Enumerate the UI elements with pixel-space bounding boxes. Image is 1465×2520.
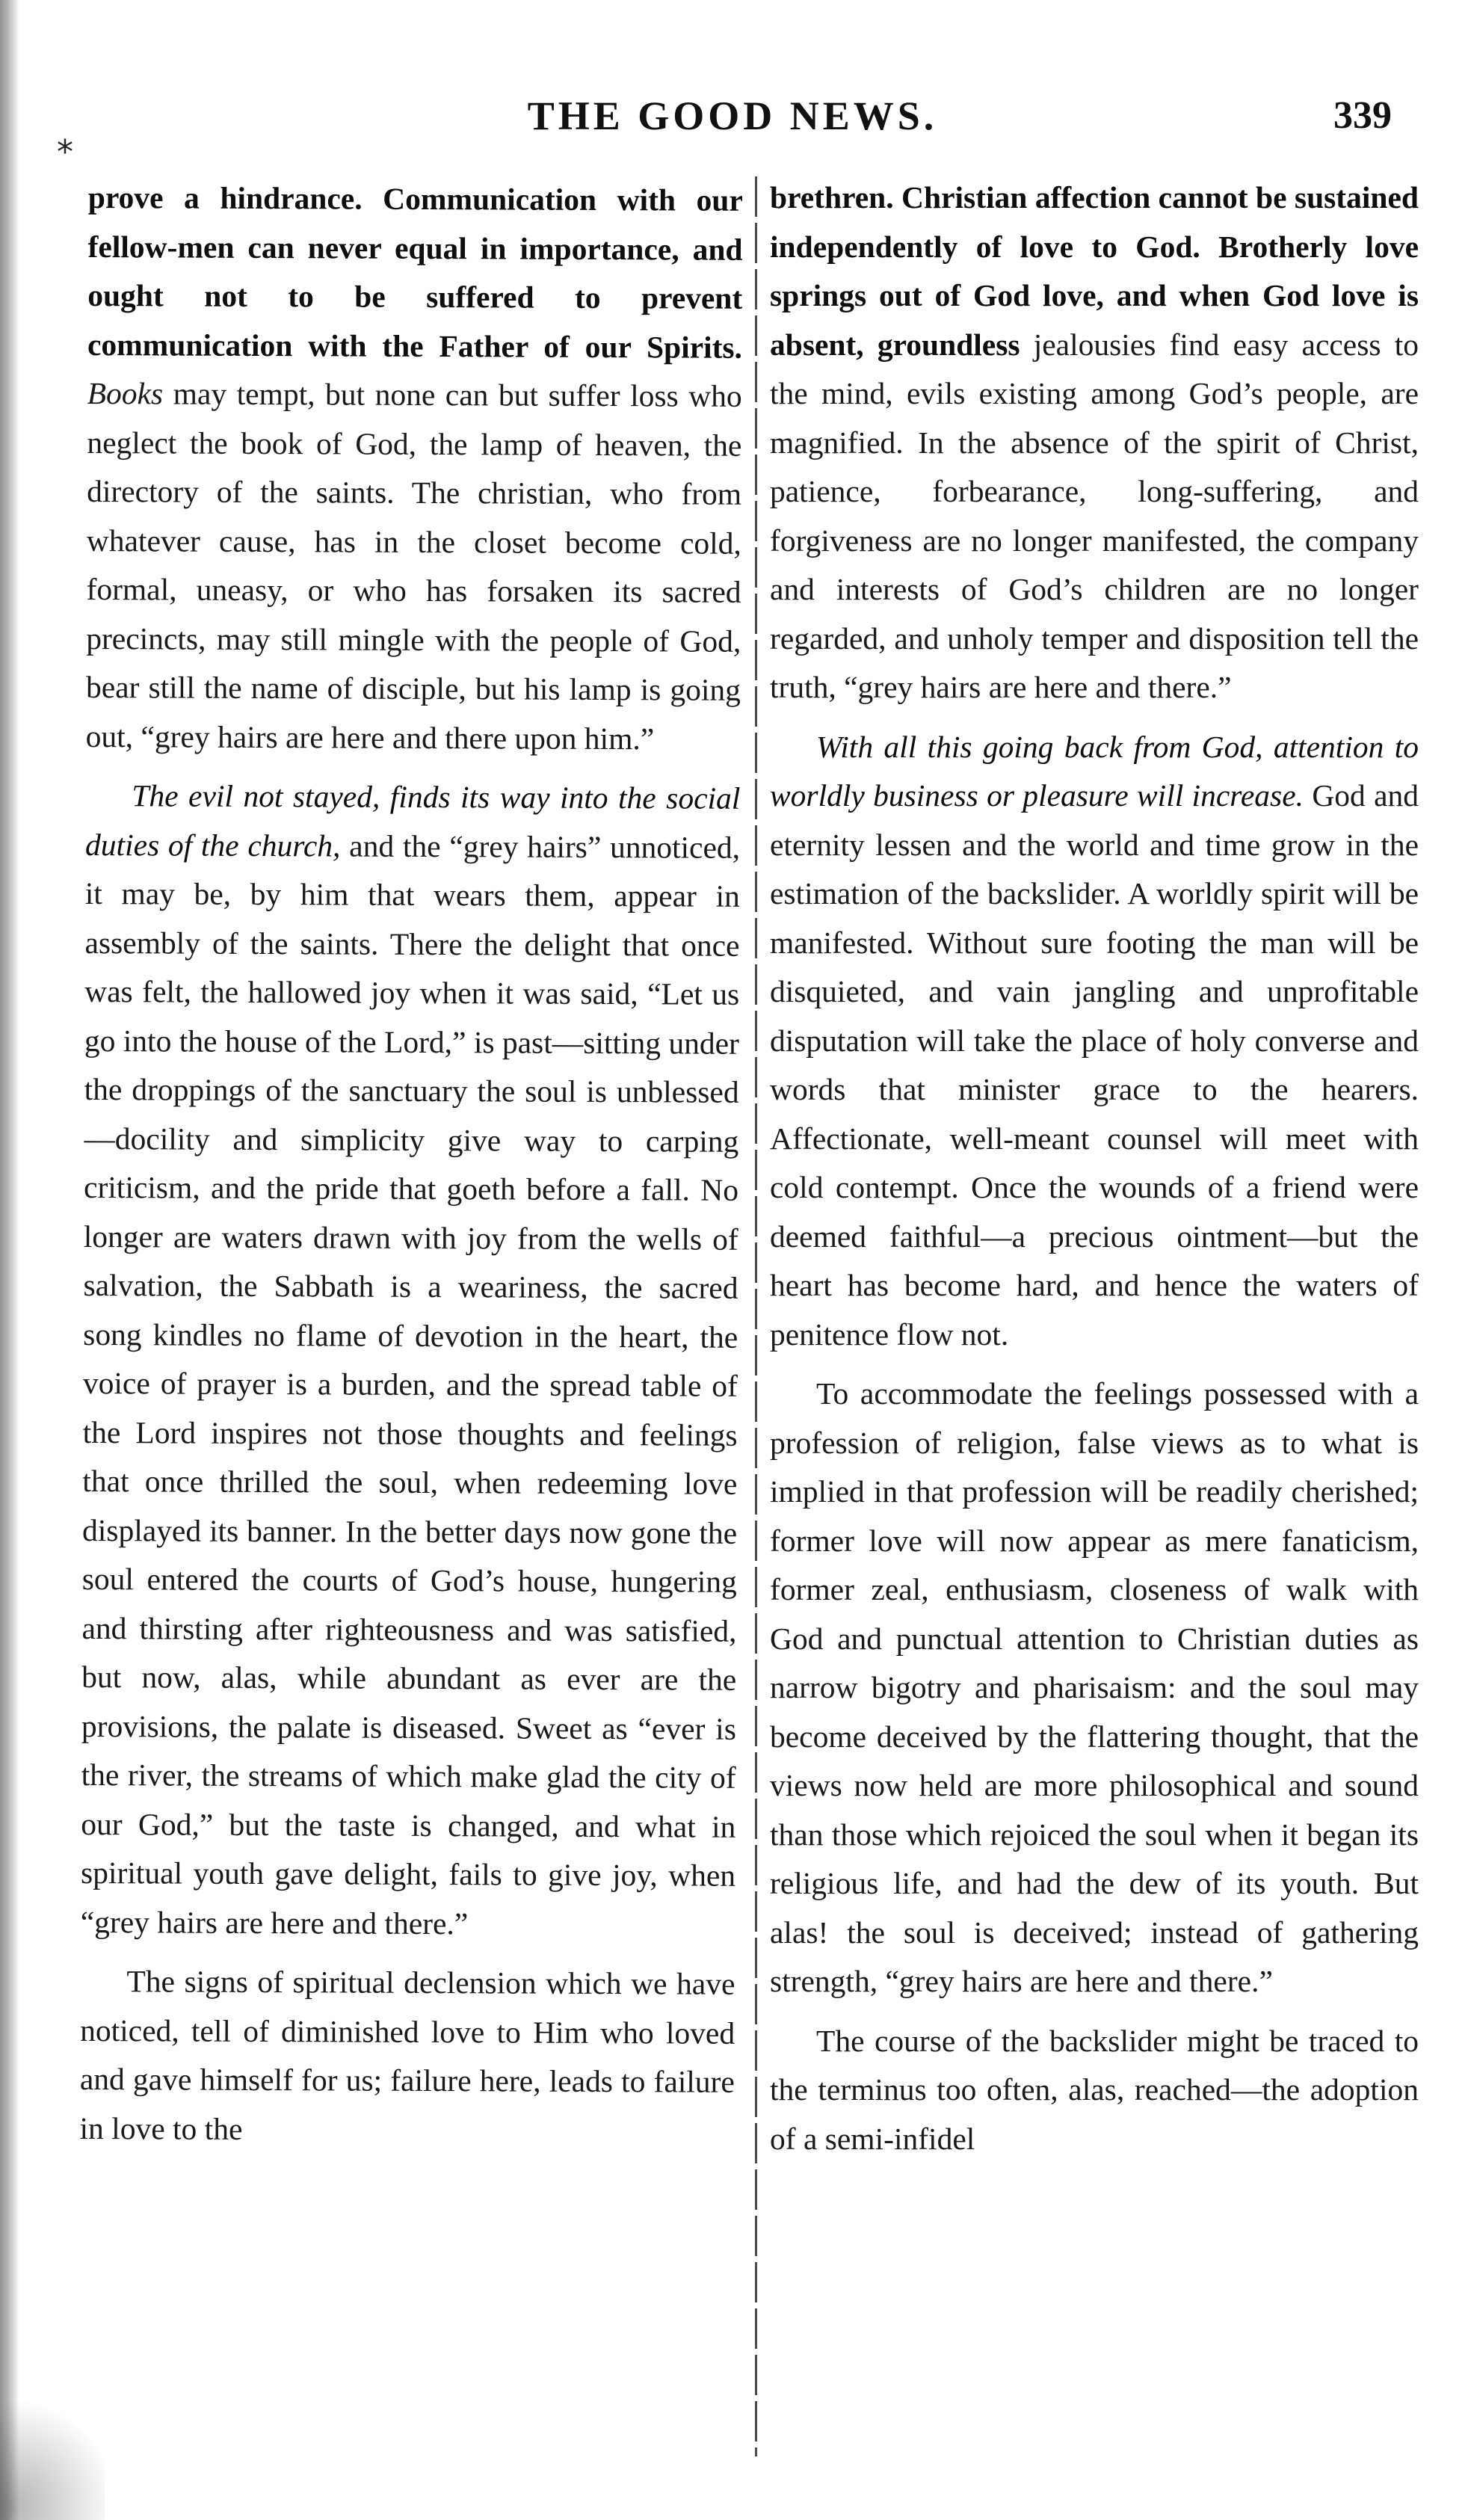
left-p1-bold-text: prove a hindrance. Communication with our fellow-men can never equal in importance, and ought not to be suffered to prevent communication with the Father of our Spirits.	[87, 179, 743, 365]
left-p3-text: The signs of spiritual declension which we have noticed, tell of diminished love to Him who loved and gave himself for us; failure here, leads to failure in love to the	[79, 1964, 735, 2146]
column-divider	[755, 176, 757, 2456]
left-column	[78, 173, 743, 2479]
running-title: THE GOOD NEWS.	[527, 93, 938, 138]
left-paragraph-3	[79, 1957, 735, 2156]
page-header	[0, 90, 1465, 150]
right-p3-text: To accommodate the feelings possessed with a profession of religion, false views as to what is implied in that profession will be readily cherished; former love will now appear as mere fanaticism, former zeal, enthusiasm, closeness of walk with God and punctual attention to Christian duties as narrow bigotry and pharisaism: and the soul may become deceived by the flattering thought, that the views now held are more philosophical and sound than those which rejoiced the soul when it began its religious life, and had the dew of its youth. But alas! the soul is deceived; instead of gathering strength, “grey hairs are here and there.”	[770, 1376, 1419, 1998]
left-p2-italic-text: The evil not stayed, finds its way into the social duties of the church,	[84, 778, 741, 863]
right-p2-italic-text: With all this going back from God, attention to worldly business or pleasure will increase.	[770, 729, 1419, 813]
page-edge-shadow	[0, 0, 19, 2520]
right-paragraph-4	[770, 2017, 1419, 2164]
right-paragraph-3	[770, 1370, 1419, 2006]
left-paragraph-1	[86, 173, 743, 764]
right-p4-text: The course of the backslider might be traced to the terminus too often, alas, reached—the adoption of a semi-infidel	[770, 2023, 1419, 2156]
left-p1-rest-text: may tempt, but none can but suffer loss who neglect the book of God, the lamp of heaven, the directory of the saints. The christian, who from whatever cause, has in the closet become cold, formal, uneasy, or who has forsaken its sacred precincts, may still mingle with the people of God, bear still the name of disciple, but his lamp is going out, “grey hairs are here and there upon him.”	[85, 376, 742, 756]
right-p1-bold-text: brethren. Christian affection cannot be sustained independently of love to God. Brotherly love springs out of God love, and when God love is absent, groundless	[770, 180, 1419, 362]
right-column	[770, 173, 1419, 2476]
margin-mark: *	[57, 133, 73, 171]
right-p2-rest-text: God and eternity lessen and the world and time grow in the estimation of the backslider. A worldly spirit will be manifested. Without sure footing the man will be disquieted, and vain jangling and unprofitable disputation will take the place of holy converse and words that minister grace to the hearers. Affectionate, well-meant counsel will meet with cold contempt. Once the wounds of a friend were deemed faithful—a precious ointment—but the heart has become hard, and hence the waters of penitence flow not.	[770, 778, 1419, 1352]
page-number: 339	[1333, 94, 1392, 137]
right-paragraph-2	[770, 723, 1419, 1360]
left-p2-rest-text: and the “grey hairs” unnoticed, it may be, by him that wears them, appear in assembly of the saints. There the delight that once was felt, the hallowed joy when it was said, “Let us go into the house of the Lord,” is past—sitting under the droppings of the sanctuary the soul is unblessed—docility and simplicity give way to carping criticism, and the pride that goeth before a fall. No longer are waters drawn with joy from the wells of salvation, the Sabbath is a weariness, the sacred song kindles no flame of devotion in the heart, the voice of prayer is a burden, and the spread table of the Lord inspires not those thoughts and feelings that once thrilled the soul, when redeeming love displayed its banner. In the better days now gone the soul entered the courts of God’s house, hungering and thirsting after righteousness and was satisfied, but now, alas, while abundant as ever are the provisions, the palate is diseased. Sweet as “ever is the river, the streams of which make glad the city of our God,” but the taste is changed, and what in spiritual youth gave delight, fails to give joy, when “grey hairs are here and there.”	[80, 828, 741, 1941]
right-paragraph-1	[770, 173, 1419, 712]
left-p1-books-italic: Books	[87, 375, 164, 411]
left-paragraph-2	[81, 771, 741, 1950]
right-p1-rest-text: jealousies find easy access to the mind, evils existing among God’s people, are magnified. In the absence of the spirit of Christ, patience, forbearance, long-suffering, and forgiveness are no longer manifested, the company and interests of God’s children are no longer regarded, and unholy temper and disposition tell the truth, “grey hairs are here and there.”	[770, 327, 1419, 704]
